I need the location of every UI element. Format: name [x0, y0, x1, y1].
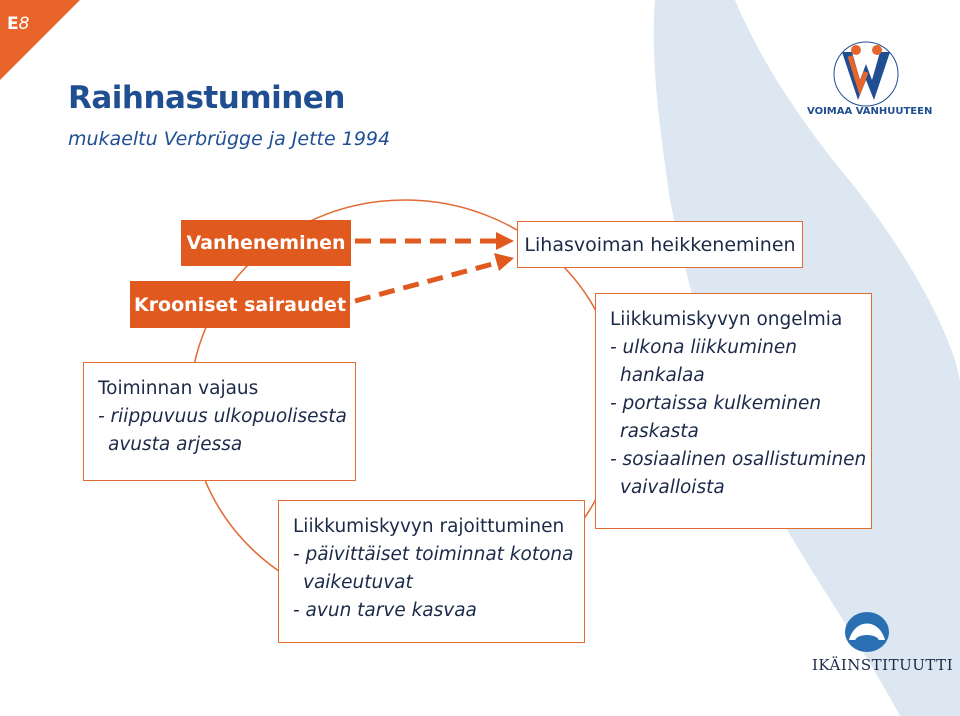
slide-code: E8 [7, 14, 30, 34]
arrowhead-ageing [496, 232, 514, 250]
ikainstituutti-text: IKÄINSTITUUTTI [812, 656, 954, 674]
page-subtitle: mukaeltu Verbrügge ja Jette 1994 [68, 128, 391, 150]
disability-line: avusta arjessa [108, 434, 243, 455]
disability-heading: Toiminnan vajaus [98, 378, 259, 399]
page-title: Raihnastuminen [68, 80, 345, 116]
muscle-weakness-box [517, 221, 803, 268]
mobility-problems-line: hankalaa [620, 365, 705, 386]
mobility-limitation-heading: Liikkumiskyvyn rajoittuminen [293, 516, 565, 537]
chronic-diseases-box [130, 281, 350, 328]
logo-arc-text [806, 8, 807, 9]
chronic-diseases-label: Krooniset sairaudet [133, 293, 347, 316]
disability-box [83, 362, 356, 481]
arrow-chronic-to-muscle [355, 262, 500, 301]
logo-caption: VOIMAA VANHUUTEEN [807, 106, 933, 117]
ageing-label: Vanheneminen [186, 232, 346, 254]
arrowhead-chronic [494, 253, 514, 271]
mobility-problems-line: - sosiaalinen osallistuminen [610, 449, 867, 470]
mobility-problems-line: - portaissa kulkeminen [610, 393, 822, 414]
disability-line: - riippuvuus ulkopuolisesta [98, 406, 347, 427]
mobility-problems-line: raskasta [620, 421, 699, 442]
ikainstituutti-logo [845, 612, 889, 652]
mobility-limitation-line: - avun tarve kasvaa [293, 600, 477, 621]
ageing-box [181, 220, 351, 266]
mobility-limitation-line: vaikeutuvat [303, 572, 413, 593]
muscle-weakness-label: Lihasvoiman heikkeneminen [524, 233, 796, 256]
mobility-problems-line: vaivalloista [620, 477, 725, 498]
corner-tab [0, 0, 80, 80]
voimaa-vanhuuteen-logo [834, 42, 898, 106]
mobility-limitation-line: - päivittäiset toiminnat kotona [293, 544, 574, 565]
mobility-problems-heading: Liikkumiskyvyn ongelmia [610, 309, 843, 330]
mobility-limitation-box [278, 500, 585, 643]
mobility-problems-box [595, 293, 872, 529]
mobility-problems-line: - ulkona liikkuminen [610, 337, 797, 358]
